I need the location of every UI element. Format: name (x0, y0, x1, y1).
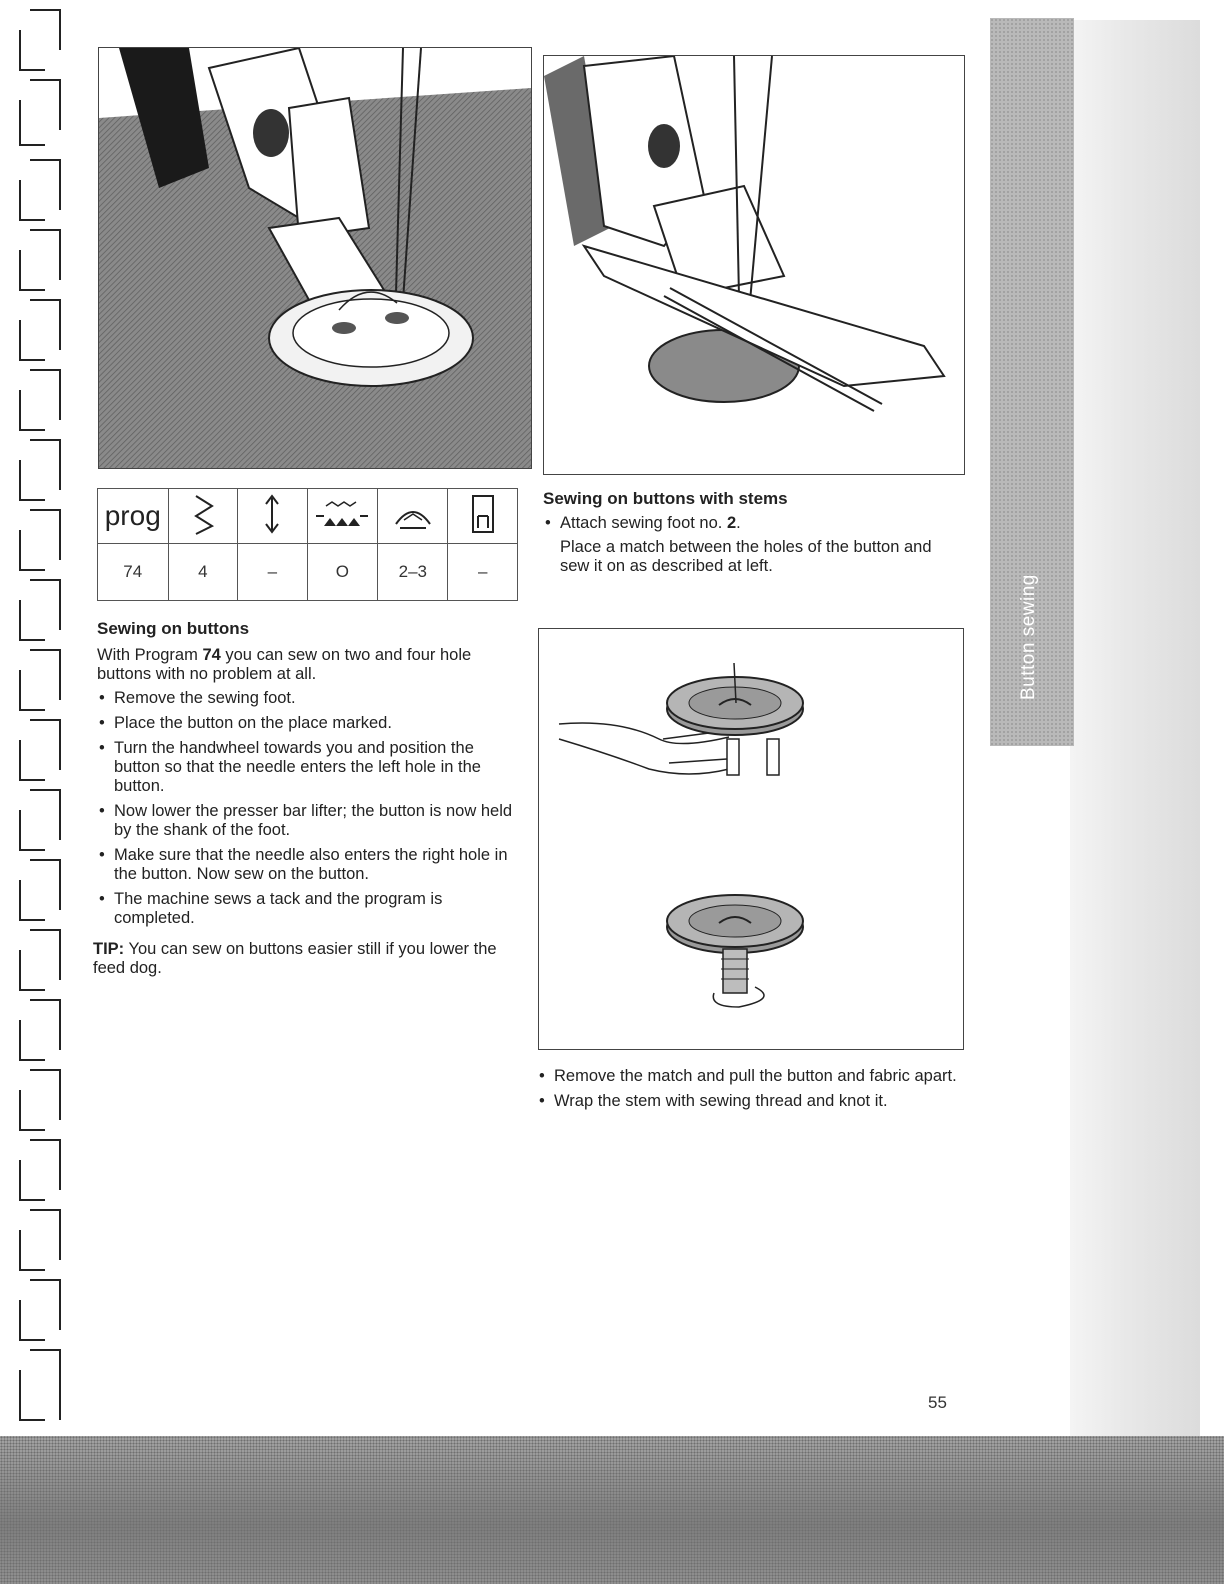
stitch-width-icon (168, 489, 238, 544)
list-item: • The machine sews a tack and the program is completed. (95, 890, 515, 928)
list-item: • Attach sewing foot no. 2. (541, 514, 951, 533)
figure-button-under-foot (98, 47, 532, 469)
stitch-length-icon (238, 489, 307, 544)
thread-tension-icon (378, 489, 448, 544)
list-item: • Remove the match and pull the button and fabric apart. (535, 1067, 960, 1086)
figure-button-with-stem (538, 628, 964, 1050)
list-item: • Wrap the stem with sewing thread and knot it. (535, 1092, 960, 1111)
tip-paragraph: TIP: You can sew on buttons easier still if you lower the feed dog. (93, 940, 497, 977)
list-item: • Turn the handwheel towards you and position the button so that the needle enters the left hole in the button. (95, 739, 515, 796)
value-feed-dog: O (307, 544, 378, 601)
right-step-detail: Place a match between the holes of the button and sew it on as described at left. (560, 538, 932, 575)
program-number: 74 (202, 646, 221, 664)
left-intro: With Program 74 you can sew on two and four hole buttons with no problem at all. (97, 646, 472, 683)
right-after-steps (535, 1067, 960, 1117)
right-heading: Sewing on buttons with stems (543, 489, 788, 508)
settings-table (97, 488, 518, 601)
value-stitch-width: 4 (168, 544, 238, 601)
section-tab-label: Button sewing (1018, 574, 1039, 700)
left-heading: Sewing on buttons (97, 619, 250, 638)
value-thread-tension: 2–3 (378, 544, 448, 601)
list-item: • Make sure that the needle also enters the right hole in the button. Now sew on the button. (95, 846, 515, 884)
page-bottom-shade (0, 1436, 1224, 1584)
list-item: • Now lower the presser bar lifter; the button is now held by the shank of the foot. (95, 802, 515, 840)
left-steps-list (95, 689, 515, 934)
value-presser-foot: – (448, 544, 518, 601)
right-step-list (541, 514, 951, 539)
list-item: • Place the button on the place marked. (95, 714, 515, 733)
figure-foot-with-match (543, 55, 965, 475)
list-item: • Remove the sewing foot. (95, 689, 515, 708)
value-prog: 74 (98, 544, 169, 601)
presser-foot-icon (448, 489, 518, 544)
feed-dog-icon (307, 489, 378, 544)
spiral-binding (0, 0, 90, 1440)
page-right-margin-shade (1070, 20, 1200, 1440)
page-number: 55 (928, 1393, 947, 1412)
prog-header: prog (98, 489, 169, 544)
value-stitch-length: – (238, 544, 307, 601)
